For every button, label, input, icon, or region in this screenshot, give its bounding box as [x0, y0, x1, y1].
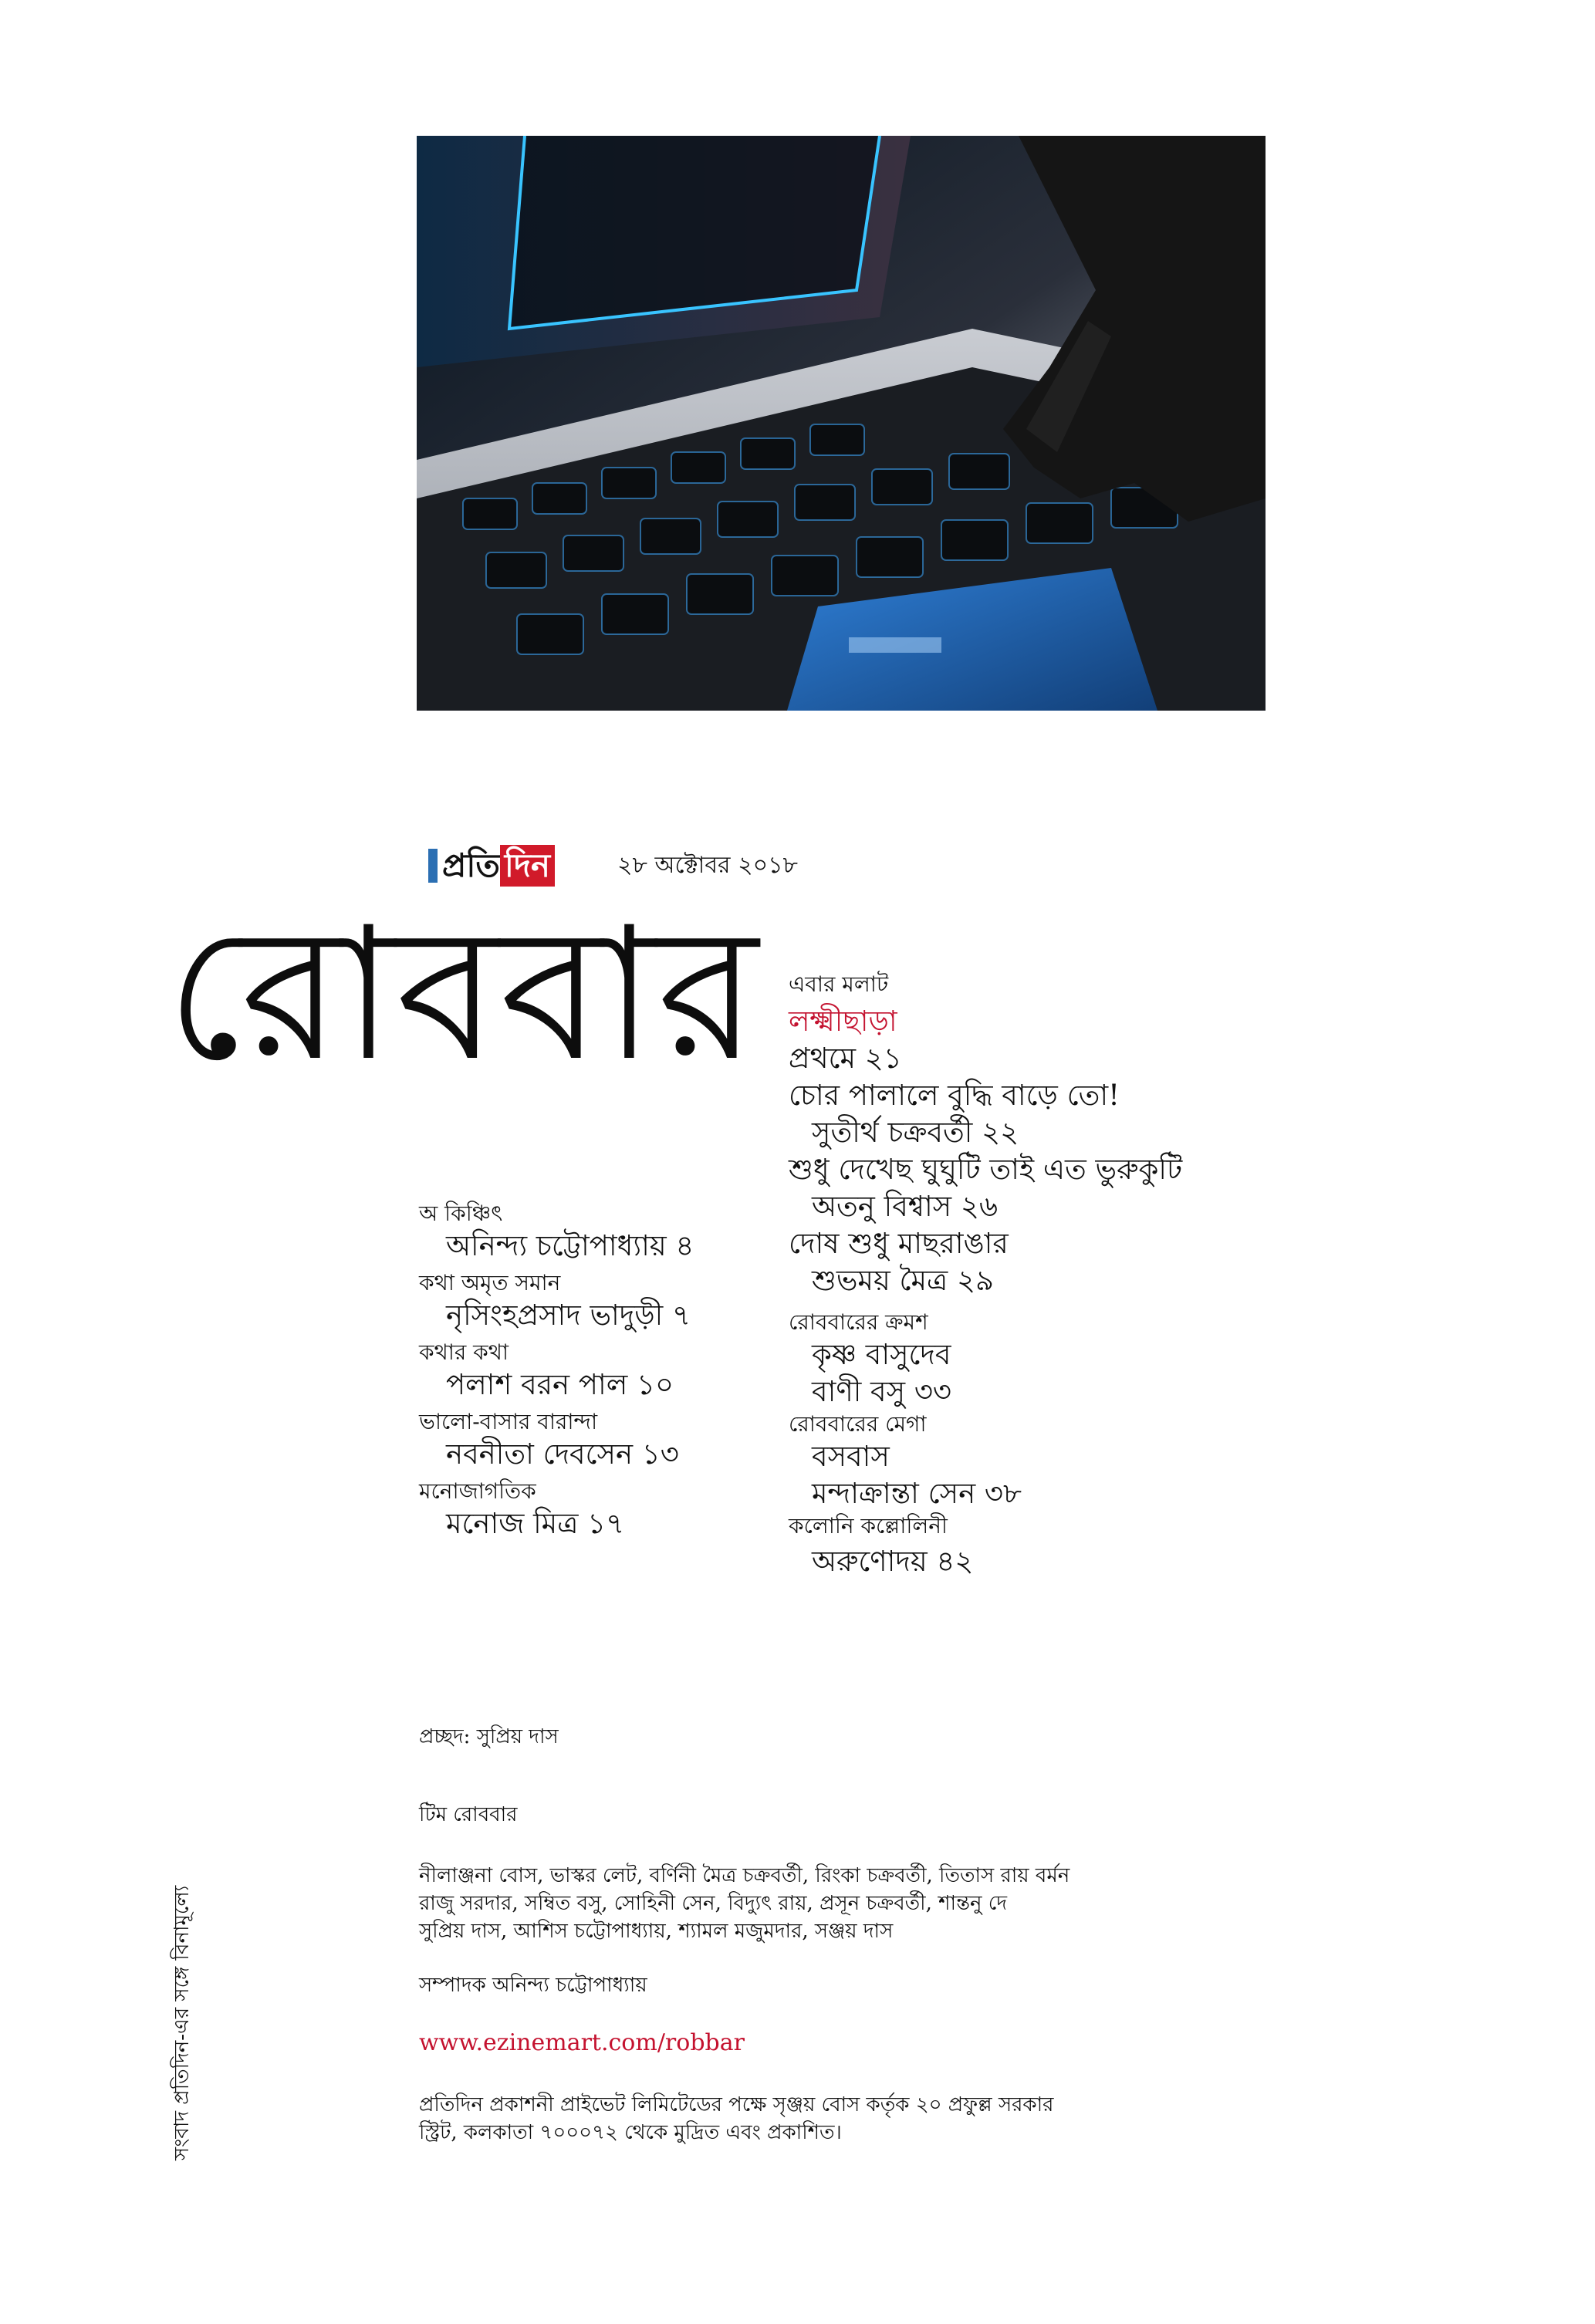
toc-column-entry: নবনীতা দেবসেন ১৩: [446, 1437, 679, 1471]
website-link[interactable]: www.ezinemart.com/robbar: [419, 2029, 745, 2056]
editor-credit: সম্পাদক অনিন্দ্য চট্টোপাধ্যায়: [419, 1974, 647, 1997]
logo-text-din: দিন: [500, 845, 555, 887]
publisher-line: প্রতিদিন প্রকাশনী প্রাইভেট লিমিটেডের পক্ষে সৃঞ্জয় বোস কর্তৃক ২০ প্রফুল্ল সরকার: [419, 2093, 1054, 2116]
toc-article-title: বসবাস: [812, 1440, 890, 1473]
toc-column-entry: নৃসিংহপ্রসাদ ভাদুড়ী ৭: [446, 1299, 691, 1332]
toc-right-column: [789, 971, 1221, 1580]
toc-article-title: শুধু দেখেছ ঘুঘুটি তাই এত ভুরুকুটি: [789, 1153, 1183, 1186]
publisher-line: স্ট্রিট, কলকাতা ৭০০০৭২ থেকে মুদ্রিত এবং প্রকাশিত।: [419, 2121, 842, 2144]
toc-section-label: কথার কথা: [419, 1339, 509, 1365]
team-line: রাজু সরদার, সম্বিত বসু, সোহিনী সেন, বিদ্যুৎ রায়, প্রসূন চক্রবর্তী, শান্তনু দে: [419, 1892, 1007, 1915]
toc-article-title: চোর পালালে বুদ্ধি বাড়ে তো!: [789, 1079, 1120, 1112]
toc-article-author: সুতীর্থ চক্রবর্তী ২২: [812, 1116, 1019, 1149]
vertical-side-note: সংবাদ প্রতিদিন-এর সঙ্গে বিনামূল্যে: [171, 1885, 194, 2160]
toc-section-label: রোববারের ক্রমশ: [789, 1309, 928, 1335]
toc-column-entry: পলাশ বরন পাল ১০: [446, 1368, 674, 1401]
toc-section-label: এবার মলাট: [789, 971, 889, 997]
toc-section-label: মনোজাগতিক: [419, 1478, 536, 1504]
magazine-title: রোববার: [166, 888, 760, 1102]
team-heading: টিম রোববার: [419, 1803, 518, 1826]
logo-mark: [428, 849, 438, 883]
publisher-imprint: [419, 2091, 1053, 2147]
team-members: [419, 1862, 1070, 1945]
cover-story-title: লক্ষ্মীছাড়া: [789, 1005, 897, 1038]
cover-photo: [417, 136, 1266, 711]
cover-credit: প্রচ্ছদ: সুপ্রিয় দাস: [419, 1725, 559, 1748]
toc-article-title: কৃষ্ণ বাসুদেব: [812, 1338, 951, 1371]
toc-column-entry: অনিন্দ্য চট্টোপাধ্যায় ৪: [446, 1229, 694, 1262]
toc-section-label: কথা অমৃত সমান: [419, 1270, 561, 1295]
toc-article-author: শুভময় মৈত্র ২৯: [812, 1264, 995, 1297]
toc-section-label: ভালো-বাসার বারান্দা: [419, 1409, 598, 1434]
toc-article-author: অতনু বিশ্বাস ২৬: [812, 1190, 999, 1223]
toc-section-label: কলোনি কল্লোলিনী: [789, 1513, 948, 1539]
toc-article-author: অরুণোদয় ৪২: [812, 1545, 974, 1578]
toc-entry: প্রথমে ২১: [789, 1042, 902, 1075]
logo-text-prati: প্রতি: [442, 846, 500, 884]
toc-article-author: মন্দাক্রান্তা সেন ৩৮: [812, 1477, 1022, 1510]
toc-left-column: [419, 1200, 743, 1542]
toc-section-label: রোববারের মেগা: [789, 1411, 927, 1437]
team-line: নীলাঞ্জনা বোস, ভাস্কর লেট, বর্ণিনী মৈত্র চক্রবর্তী, রিংকা চক্রবর্তী, তিতাস রায় বর্মন: [419, 1864, 1070, 1887]
team-line: সুপ্রিয় দাস, আশিস চট্টোপাধ্যায়, শ্যামল মজুমদার, সঞ্জয় দাস: [419, 1920, 894, 1943]
toc-article-title: দোষ শুধু মাছরাঙার: [789, 1227, 1009, 1260]
toc-column-entry: মনোজ মিত্র ১৭: [446, 1507, 625, 1540]
toc-article-author: বাণী বসু ৩৩: [812, 1375, 951, 1408]
issue-date: ২৮ অক্টোবর ২০১৮: [617, 852, 799, 879]
toc-section-label: অ কিঞ্চিৎ: [419, 1201, 503, 1226]
